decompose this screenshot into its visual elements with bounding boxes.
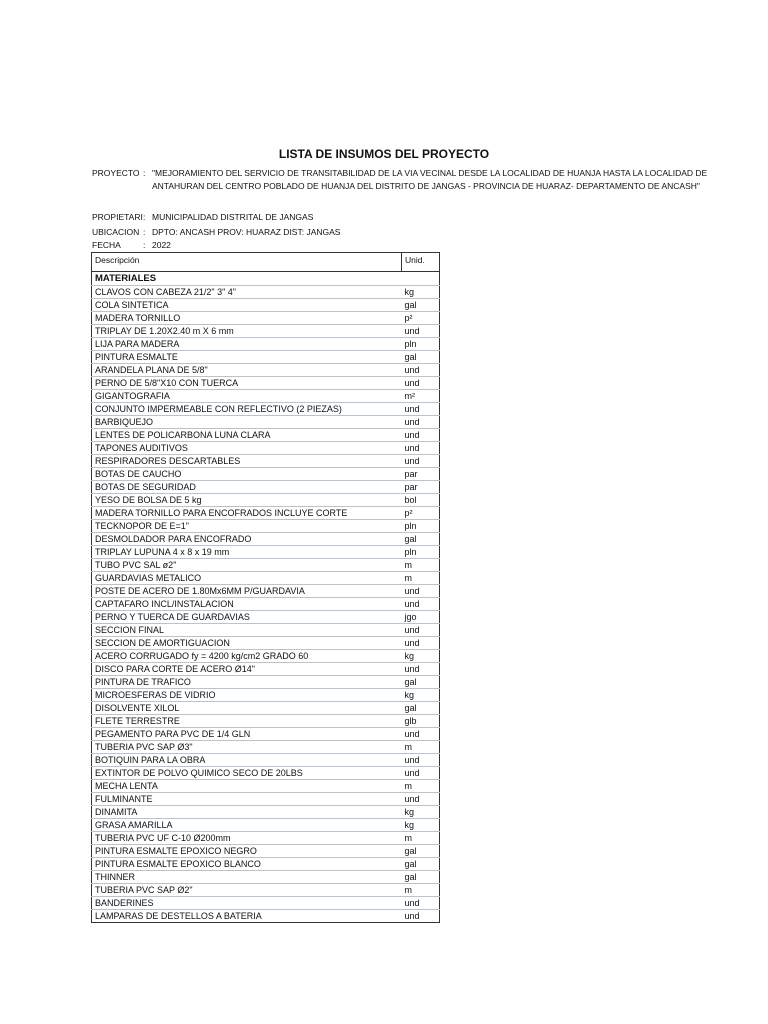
row-description: BANDERINES: [92, 897, 402, 910]
table-header-row: [92, 253, 440, 272]
row-unit: und: [402, 325, 440, 338]
row-description: MADERA TORNILLO PARA ENCOFRADOS INCLUYE CORTE: [92, 507, 402, 520]
table-row: [92, 546, 440, 559]
section-title: MATERIALES: [92, 272, 402, 286]
table-row: [92, 533, 440, 546]
table-row: [92, 741, 440, 754]
row-description: SECCION DE AMORTIGUACION: [92, 637, 402, 650]
row-unit: und: [402, 364, 440, 377]
row-unit: glb: [402, 715, 440, 728]
table-row: [92, 364, 440, 377]
row-description: PINTURA ESMALTE: [92, 351, 402, 364]
table-row: [92, 884, 440, 897]
proyecto-label: PROYECTO: [92, 168, 140, 178]
row-description: TUBERIA PVC UF C-10 Ø200mm: [92, 832, 402, 845]
row-unit: m: [402, 884, 440, 897]
table-row: [92, 624, 440, 637]
row-description: GIGANTOGRAFIA: [92, 390, 402, 403]
row-unit: und: [402, 793, 440, 806]
row-unit: pln: [402, 546, 440, 559]
row-description: DISOLVENTE XILOL: [92, 702, 402, 715]
row-description: PERNO DE 5/8"X10 CON TUERCA: [92, 377, 402, 390]
row-unit: und: [402, 416, 440, 429]
table-row: [92, 806, 440, 819]
row-description: TRIPLAY DE 1.20X2.40 m X 6 mm: [92, 325, 402, 338]
row-description: TECKNOPOR DE E=1": [92, 520, 402, 533]
row-description: LENTES DE POLICARBONA LUNA CLARA: [92, 429, 402, 442]
table-row: [92, 468, 440, 481]
row-description: SECCION FINAL: [92, 624, 402, 637]
fecha-label: FECHA: [92, 240, 121, 250]
table-row: [92, 676, 440, 689]
row-unit: und: [402, 637, 440, 650]
row-unit: und: [402, 403, 440, 416]
row-unit: gal: [402, 533, 440, 546]
table-row: [92, 598, 440, 611]
table-row: [92, 728, 440, 741]
table-row: [92, 858, 440, 871]
row-description: ARANDELA PLANA DE 5/8": [92, 364, 402, 377]
header-descripcion: Descripción: [92, 253, 402, 272]
proyecto-line-1: "MEJORAMIENTO DEL SERVICIO DE TRANSITABILIDAD DE LA VIA VECINAL DESDE LA LOCALIDAD DE HUANJA HASTA LA LOCALIDAD DE: [152, 168, 708, 178]
row-unit: par: [402, 468, 440, 481]
proyecto-line-2: ANTAHURAN DEL CENTRO POBLADO DE HUANJA DEL DISTRITO DE JANGAS - PROVINCIA DE HUARAZ- DEPARTAMENTO DE ANCASH": [152, 181, 700, 191]
table-row: [92, 910, 440, 923]
table-row: [92, 663, 440, 676]
row-description: PINTURA ESMALTE EPOXICO BLANCO: [92, 858, 402, 871]
row-description: PINTURA DE TRAFICO: [92, 676, 402, 689]
row-unit: par: [402, 481, 440, 494]
row-unit: p²: [402, 312, 440, 325]
table-row: [92, 455, 440, 468]
row-description: POSTE DE ACERO DE 1.80Mx6MM P/GUARDAVIA: [92, 585, 402, 598]
row-description: TUBERIA PVC SAP Ø2": [92, 884, 402, 897]
row-unit: gal: [402, 871, 440, 884]
row-unit: und: [402, 455, 440, 468]
row-unit: und: [402, 910, 440, 923]
propietario-label: PROPIETARI: [92, 212, 143, 222]
table-row: [92, 897, 440, 910]
table-row: [92, 429, 440, 442]
row-unit: gal: [402, 858, 440, 871]
proyecto-value: [152, 167, 708, 193]
row-unit: und: [402, 598, 440, 611]
section-unit-empty: [402, 272, 440, 286]
table-row: [92, 377, 440, 390]
ubicacion-colon: :: [143, 227, 146, 237]
header-unidad: Unid.: [402, 253, 440, 272]
row-unit: und: [402, 442, 440, 455]
row-description: LIJA PARA MADERA: [92, 338, 402, 351]
row-description: THINNER: [92, 871, 402, 884]
row-description: CONJUNTO IMPERMEABLE CON REFLECTIVO (2 PIEZAS): [92, 403, 402, 416]
row-description: RESPIRADORES DESCARTABLES: [92, 455, 402, 468]
propietario-colon: :: [143, 212, 146, 222]
table-row: [92, 637, 440, 650]
row-description: PINTURA ESMALTE EPOXICO NEGRO: [92, 845, 402, 858]
proyecto-colon: :: [143, 168, 146, 178]
table-row: [92, 494, 440, 507]
row-unit: p²: [402, 507, 440, 520]
row-unit: und: [402, 767, 440, 780]
row-unit: bol: [402, 494, 440, 507]
table-row: [92, 325, 440, 338]
row-description: BOTAS DE SEGURIDAD: [92, 481, 402, 494]
row-unit: jgo: [402, 611, 440, 624]
row-description: DISCO PARA CORTE DE ACERO Ø14": [92, 663, 402, 676]
row-description: TUBERIA PVC SAP Ø3": [92, 741, 402, 754]
row-unit: gal: [402, 299, 440, 312]
row-description: TRIPLAY LUPUNA 4 x 8 x 19 mm: [92, 546, 402, 559]
table-row: [92, 819, 440, 832]
table-row: [92, 689, 440, 702]
table-row: [92, 650, 440, 663]
row-unit: und: [402, 624, 440, 637]
row-unit: m: [402, 572, 440, 585]
row-unit: kg: [402, 689, 440, 702]
table-row: [92, 754, 440, 767]
row-unit: gal: [402, 702, 440, 715]
row-description: PERNO Y TUERCA DE GUARDAVIAS: [92, 611, 402, 624]
row-unit: und: [402, 754, 440, 767]
row-description: FULMINANTE: [92, 793, 402, 806]
row-unit: und: [402, 728, 440, 741]
row-description: MADERA TORNILLO: [92, 312, 402, 325]
row-description: BOTAS DE CAUCHO: [92, 468, 402, 481]
row-description: TAPONES AUDITIVOS: [92, 442, 402, 455]
row-unit: und: [402, 377, 440, 390]
table-row: [92, 585, 440, 598]
row-description: GRASA AMARILLA: [92, 819, 402, 832]
insumos-table: [91, 252, 440, 923]
row-unit: kg: [402, 806, 440, 819]
table-row: [92, 442, 440, 455]
table-row: [92, 299, 440, 312]
row-description: DINAMITA: [92, 806, 402, 819]
table-row: [92, 845, 440, 858]
row-description: ACERO CORRUGADO fy = 4200 kg/cm2 GRADO 60: [92, 650, 402, 663]
table-row: [92, 286, 440, 299]
row-unit: gal: [402, 845, 440, 858]
fecha-value: 2022: [152, 240, 171, 250]
document-title: LISTA DE INSUMOS DEL PROYECTO: [278, 147, 490, 161]
row-unit: gal: [402, 351, 440, 364]
row-description: MECHA LENTA: [92, 780, 402, 793]
ubicacion-label: UBICACION: [92, 227, 140, 237]
row-description: BOTIQUIN PARA LA OBRA: [92, 754, 402, 767]
row-unit: und: [402, 585, 440, 598]
table-row: [92, 572, 440, 585]
ubicacion-value: DPTO: ANCASH PROV: HUARAZ DIST: JANGAS: [152, 227, 341, 237]
table-row: [92, 793, 440, 806]
section-row: [92, 272, 440, 286]
table-row: [92, 767, 440, 780]
row-unit: gal: [402, 676, 440, 689]
row-unit: m: [402, 741, 440, 754]
table-row: [92, 312, 440, 325]
table-row: [92, 559, 440, 572]
table-row: [92, 520, 440, 533]
row-description: PEGAMENTO PARA PVC DE 1/4 GLN: [92, 728, 402, 741]
row-unit: pln: [402, 520, 440, 533]
row-description: YESO DE BOLSA DE 5 kg: [92, 494, 402, 507]
table-row: [92, 702, 440, 715]
row-description: CLAVOS CON CABEZA 21/2" 3" 4": [92, 286, 402, 299]
row-description: COLA SINTETICA: [92, 299, 402, 312]
table-row: [92, 481, 440, 494]
row-description: EXTINTOR DE POLVO QUIMICO SECO DE 20LBS: [92, 767, 402, 780]
row-unit: und: [402, 897, 440, 910]
row-unit: kg: [402, 650, 440, 663]
row-unit: m: [402, 780, 440, 793]
row-unit: m: [402, 559, 440, 572]
table-row: [92, 338, 440, 351]
row-description: BARBIQUEJO: [92, 416, 402, 429]
row-unit: m: [402, 832, 440, 845]
table-row: [92, 871, 440, 884]
row-unit: m²: [402, 390, 440, 403]
fecha-colon: :: [143, 240, 146, 250]
table-row: [92, 416, 440, 429]
row-description: MICROESFERAS DE VIDRIO: [92, 689, 402, 702]
table-row: [92, 351, 440, 364]
propietario-value: MUNICIPALIDAD DISTRITAL DE JANGAS: [152, 212, 314, 222]
table-row: [92, 390, 440, 403]
row-description: DESMOLDADOR PARA ENCOFRADO: [92, 533, 402, 546]
row-unit: kg: [402, 286, 440, 299]
table-row: [92, 507, 440, 520]
table-row: [92, 611, 440, 624]
row-description: CAPTAFARO INCL/INSTALACION: [92, 598, 402, 611]
table-row: [92, 403, 440, 416]
table-row: [92, 832, 440, 845]
row-unit: und: [402, 429, 440, 442]
row-description: GUARDAVIAS METALICO: [92, 572, 402, 585]
row-unit: kg: [402, 819, 440, 832]
table-row: [92, 780, 440, 793]
row-unit: pln: [402, 338, 440, 351]
row-description: TUBO PVC SAL ø2": [92, 559, 402, 572]
row-description: FLETE TERRESTRE: [92, 715, 402, 728]
row-description: LAMPARAS DE DESTELLOS A BATERIA: [92, 910, 402, 923]
table-row: [92, 715, 440, 728]
row-unit: und: [402, 663, 440, 676]
